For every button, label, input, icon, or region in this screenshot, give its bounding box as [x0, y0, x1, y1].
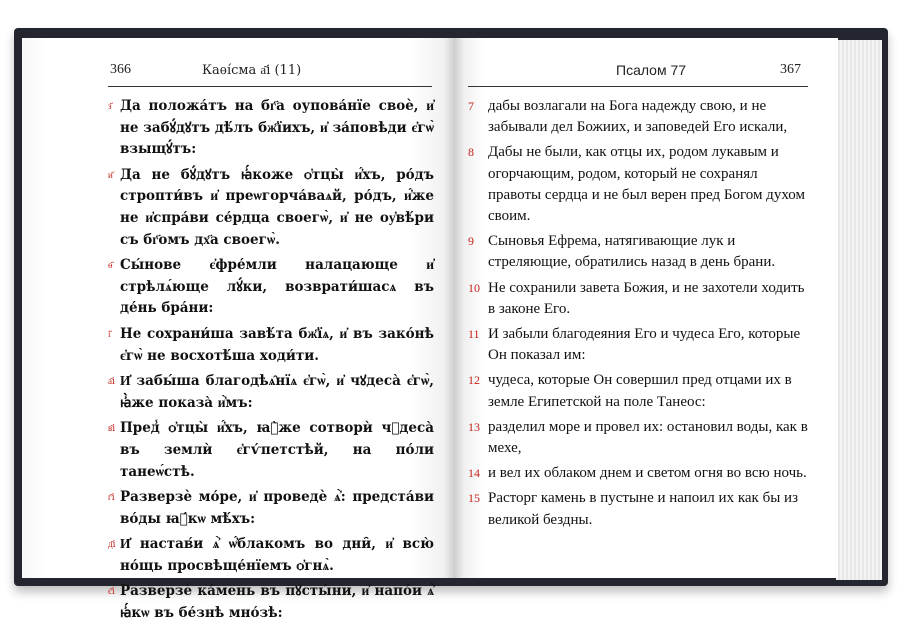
verse-text: Дабы не были, как отцы их, родом лукавым и огорчающим, родом, который не сохранял правоты сердца и не был верен пред Богом духом своим. — [488, 144, 805, 225]
running-head: Псалом 77 — [616, 62, 687, 78]
verse-text: и вел их облаком днем и светом огня во всю ночь. — [488, 465, 807, 482]
verse-text: И҆ настав́и ѧ҆̀ ѡ҆́блакомъ во дни̑, и҆ всю̀ но́щь просвѣще́нїемъ ѻ҆гнѧ̀. — [120, 536, 434, 574]
verse-number: 11 — [468, 327, 480, 342]
verse-text: И҆ забы́ша благодѣѧ̑нїѧ є҆гѡ̀, и҆ чꙋдеса̀ є҆гѡ̀, ꙗ҆̀же показа̀ и҆̀мъ: — [120, 373, 434, 411]
verse-text: Разверзѐ ка́мень въ пꙋсты́ни, и҆ напо́и ѧ҆̀ ꙗ҆́кѡ въ бе́знѣ мно́зѣ: — [120, 583, 434, 622]
verse — [108, 581, 434, 624]
page-edges — [836, 40, 882, 580]
header-rule — [108, 86, 432, 87]
verse-number: 7 — [468, 99, 474, 113]
verse — [108, 255, 434, 320]
verse — [108, 96, 434, 161]
verse-text: Разверзѐ мо́ре, и҆ проведѐ ѧ҆̀: предста́ви во́ды ꙗ҆́кѡ мѣ́хъ: — [120, 489, 434, 527]
verse-number: 13 — [468, 419, 480, 434]
verse-text: Да не бꙋ́дꙋтъ ꙗ҆́коже ѻ҆тцы̀ и҆́хъ, ро́дъ стропти́въ и҆ преѡгорча́ваѧй, ро́дъ, и҆́же не и҆спра́ви се́рдца своегѡ̀, и҆ не оу҆вѣ́ри съ бг҃омъ дх҃а своегѡ̀. — [120, 166, 434, 248]
verse-text: Пред̾ ѻ҆тцы̀ и҆́хъ, ꙗ҆̀же сотворѝ чꙋдеса̀ въ землѝ є҆гѵ́петстѣй, на по́ли танеѡ́стѣ. — [120, 420, 434, 480]
right-page — [454, 38, 838, 578]
verse-number: ѳ҃ — [108, 261, 113, 272]
verse — [468, 96, 812, 138]
verse-text: Сы́нове є҆фре́мли налацающе и҆ стрѣлѧ́юще лꙋ́ки, возврати́шасѧ въ де́нь бра́ни: — [120, 257, 434, 317]
verse-text: Не сохранили завета Божия, и не захотели ходить в законе Его. — [488, 279, 805, 317]
verse — [468, 488, 812, 530]
verse-number: 8 — [468, 145, 474, 160]
verse-number: 9 — [468, 234, 474, 249]
running-head: Каѳі́сма а҃і (11) — [202, 63, 302, 78]
page-number: 366 — [110, 62, 131, 77]
verse — [108, 324, 434, 367]
verse-text: Не сохрани́ша завѣ́та бж҃їѧ, и҆ въ зако́нѣ є҆гѡ̀ не восхотѣ́ша ходи́ти. — [120, 325, 434, 364]
verse — [108, 371, 434, 414]
verse-number: г҃і — [108, 493, 115, 504]
verse-number: 14 — [468, 466, 480, 481]
header-rule — [468, 86, 808, 87]
verse-number: и҃ — [108, 170, 113, 181]
verse-number: з҃ — [108, 102, 112, 112]
verse-text: чудеса, которые Он совершил пред отцами их в земле Египетской на поле Танеос: — [488, 372, 792, 410]
verse — [468, 463, 812, 484]
verse-text: Да положа́тъ на бг҃а оупова́нїе своѐ, и҆ не забꙋ́дꙋтъ дѣ́лъ бж҃їихъ, и҆ за́повѣди є҆гѡ̀ взыщꙋ́тъ: — [120, 98, 434, 158]
verse — [108, 487, 434, 530]
verse — [468, 417, 812, 459]
verse-number: д҃і — [108, 540, 116, 551]
verse-list — [468, 96, 812, 535]
left-page — [22, 38, 454, 622]
verse-number: і҃ — [108, 329, 111, 340]
verse — [468, 231, 812, 273]
verse-number: а҃і — [108, 377, 115, 388]
verse-text: Расторг камень в пустыне и напоил их как бы из великой бездны. — [488, 490, 798, 528]
verse-number: в҃і — [108, 424, 116, 435]
verse-list — [108, 96, 434, 629]
verse-number: 10 — [468, 280, 480, 295]
page-number: 367 — [780, 62, 801, 77]
verse — [468, 370, 812, 412]
verse-number: 15 — [468, 491, 480, 506]
verse — [108, 418, 434, 483]
verse-text: И забыли благодеяния Его и чудеса Его, которые Он показал им: — [488, 326, 801, 364]
verse — [468, 142, 812, 227]
verse-number: 12 — [468, 373, 480, 388]
verse — [468, 278, 812, 320]
verse-text: разделил море и провел их: остановил воды, как в мехе, — [488, 418, 808, 457]
verse — [108, 534, 434, 577]
verse — [468, 324, 812, 366]
verse-text: Сыновья Ефрема, натягивающие лук и стреляющие, обратились назад в день брани. — [488, 233, 776, 271]
verse-number: є҃і — [108, 587, 115, 598]
book-gutter — [444, 38, 464, 578]
verse-text: дабы возлагали на Бога надежду свою, и не забывали дел Божиих, и заповедей Его искали, — [488, 98, 788, 136]
verse — [108, 165, 434, 251]
